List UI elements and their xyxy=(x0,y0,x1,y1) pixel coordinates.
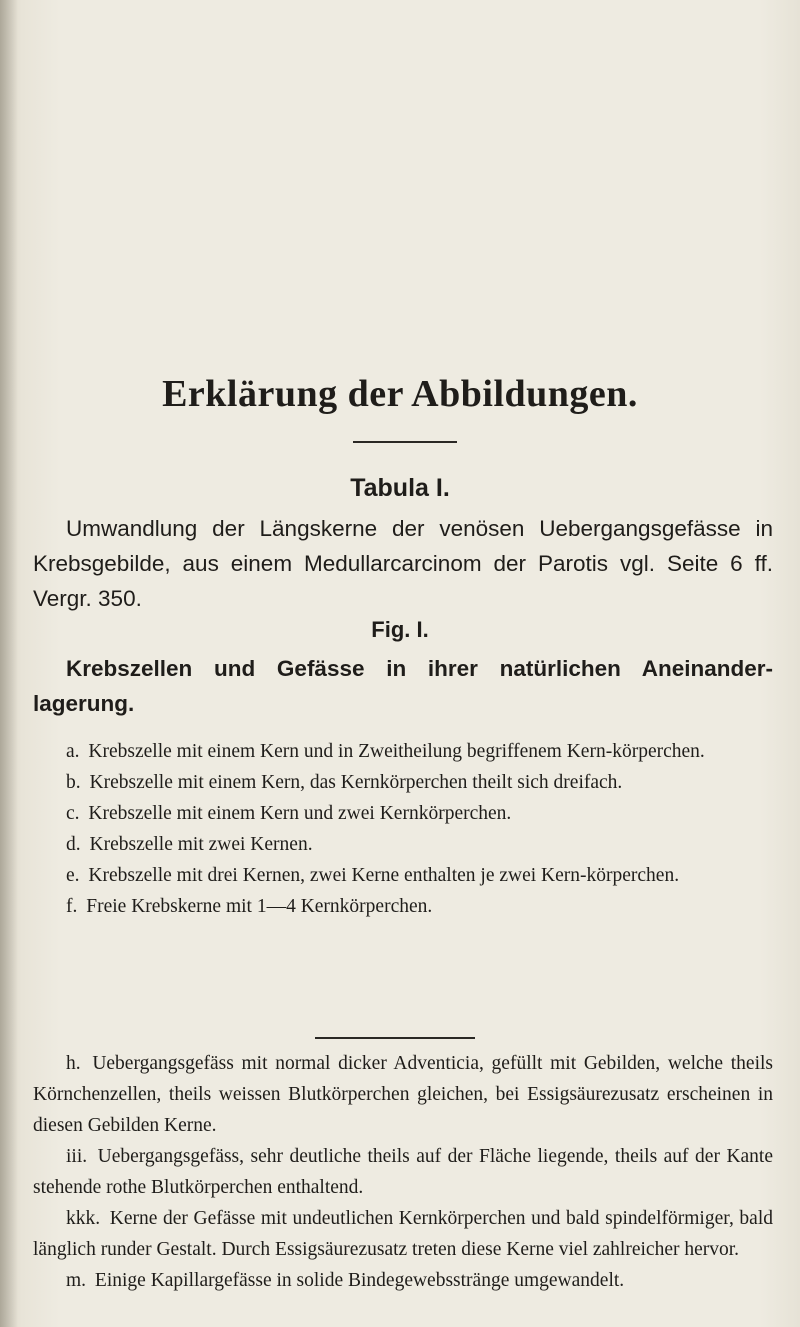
legend-text: Krebszelle mit einem Kern und zwei Kernkörperchen. xyxy=(88,803,512,824)
legend-text: Krebszelle mit drei Kernen, zwei Kerne enthalten je zwei Kern-körperchen. xyxy=(88,865,680,886)
legend-text: Krebszelle mit einem Kern, das Kernkörperchen theilt sich dreifach. xyxy=(89,772,623,793)
legend-item xyxy=(33,767,773,798)
divider-rule xyxy=(353,441,457,443)
figure-description: Krebszellen und Gefässe in ihrer natürlichen Aneinander-lagerung. xyxy=(33,656,773,716)
divider-rule xyxy=(315,1037,475,1039)
legend-key: d. xyxy=(66,834,81,855)
cell-legend xyxy=(33,736,773,922)
plate-intro: Umwandlung der Längskerne der venösen Uebergangsgefässe in Krebsgebilde, aus einem Medullarcarcinom der Parotis vgl. Seite 6 ff. Vergr. 350. xyxy=(33,516,773,611)
page-title: Erklärung der Abbildungen. xyxy=(162,373,638,415)
plate-heading: Tabula I. xyxy=(350,474,450,502)
legend-text: Freie Krebskerne mit 1—4 Kernkörperchen. xyxy=(86,896,433,917)
legend-item xyxy=(33,736,773,767)
gutter-shadow xyxy=(0,0,18,1327)
legend-item xyxy=(33,860,773,891)
legend-item xyxy=(33,1141,773,1203)
vessel-legend xyxy=(33,1048,773,1296)
figure-label: Fig. I. xyxy=(371,617,429,642)
legend-item xyxy=(33,798,773,829)
legend-text: Krebszelle mit zwei Kernen. xyxy=(89,834,313,855)
legend-item xyxy=(33,1265,773,1296)
legend-key: f. xyxy=(66,896,78,917)
legend-item xyxy=(33,1048,773,1141)
legend-key: m. xyxy=(66,1270,87,1291)
legend-text: Einige Kapillargefässe in solide Bindegewebsstränge umgewandelt. xyxy=(94,1270,625,1291)
legend-item xyxy=(33,891,773,922)
legend-key: kkk. xyxy=(66,1208,101,1229)
legend-text: Uebergangsgefäss mit normal dicker Adventicia, gefüllt mit Gebilden, welche theils Körnchenzellen, theils weissen Blutkörperchen gleichen, bei Essigsäurezusatz erscheinen in diesen Gebilden Kerne. xyxy=(33,1053,773,1136)
legend-text: Uebergangsgefäss, sehr deutliche theils auf der Fläche liegende, theils auf der Kante stehende rothe Blutkörperchen enthaltend. xyxy=(33,1146,774,1198)
legend-item xyxy=(33,1203,773,1265)
legend-key: c. xyxy=(66,803,80,824)
legend-text: Kerne der Gefässe mit undeutlichen Kernkörperchen und bald spindelförmiger, bald länglich runder Gestalt. Durch Essigsäurezusatz treten diese Kerne viel zahlreicher hervor. xyxy=(33,1208,774,1260)
legend-text: Krebszelle mit einem Kern und in Zweitheilung begriffenem Kern-körperchen. xyxy=(88,741,705,762)
legend-key: h. xyxy=(66,1053,81,1074)
legend-item xyxy=(33,829,773,860)
legend-key: b. xyxy=(66,772,81,793)
legend-key: e. xyxy=(66,865,80,886)
legend-key: iii. xyxy=(66,1146,88,1167)
legend-key: a. xyxy=(66,741,80,762)
